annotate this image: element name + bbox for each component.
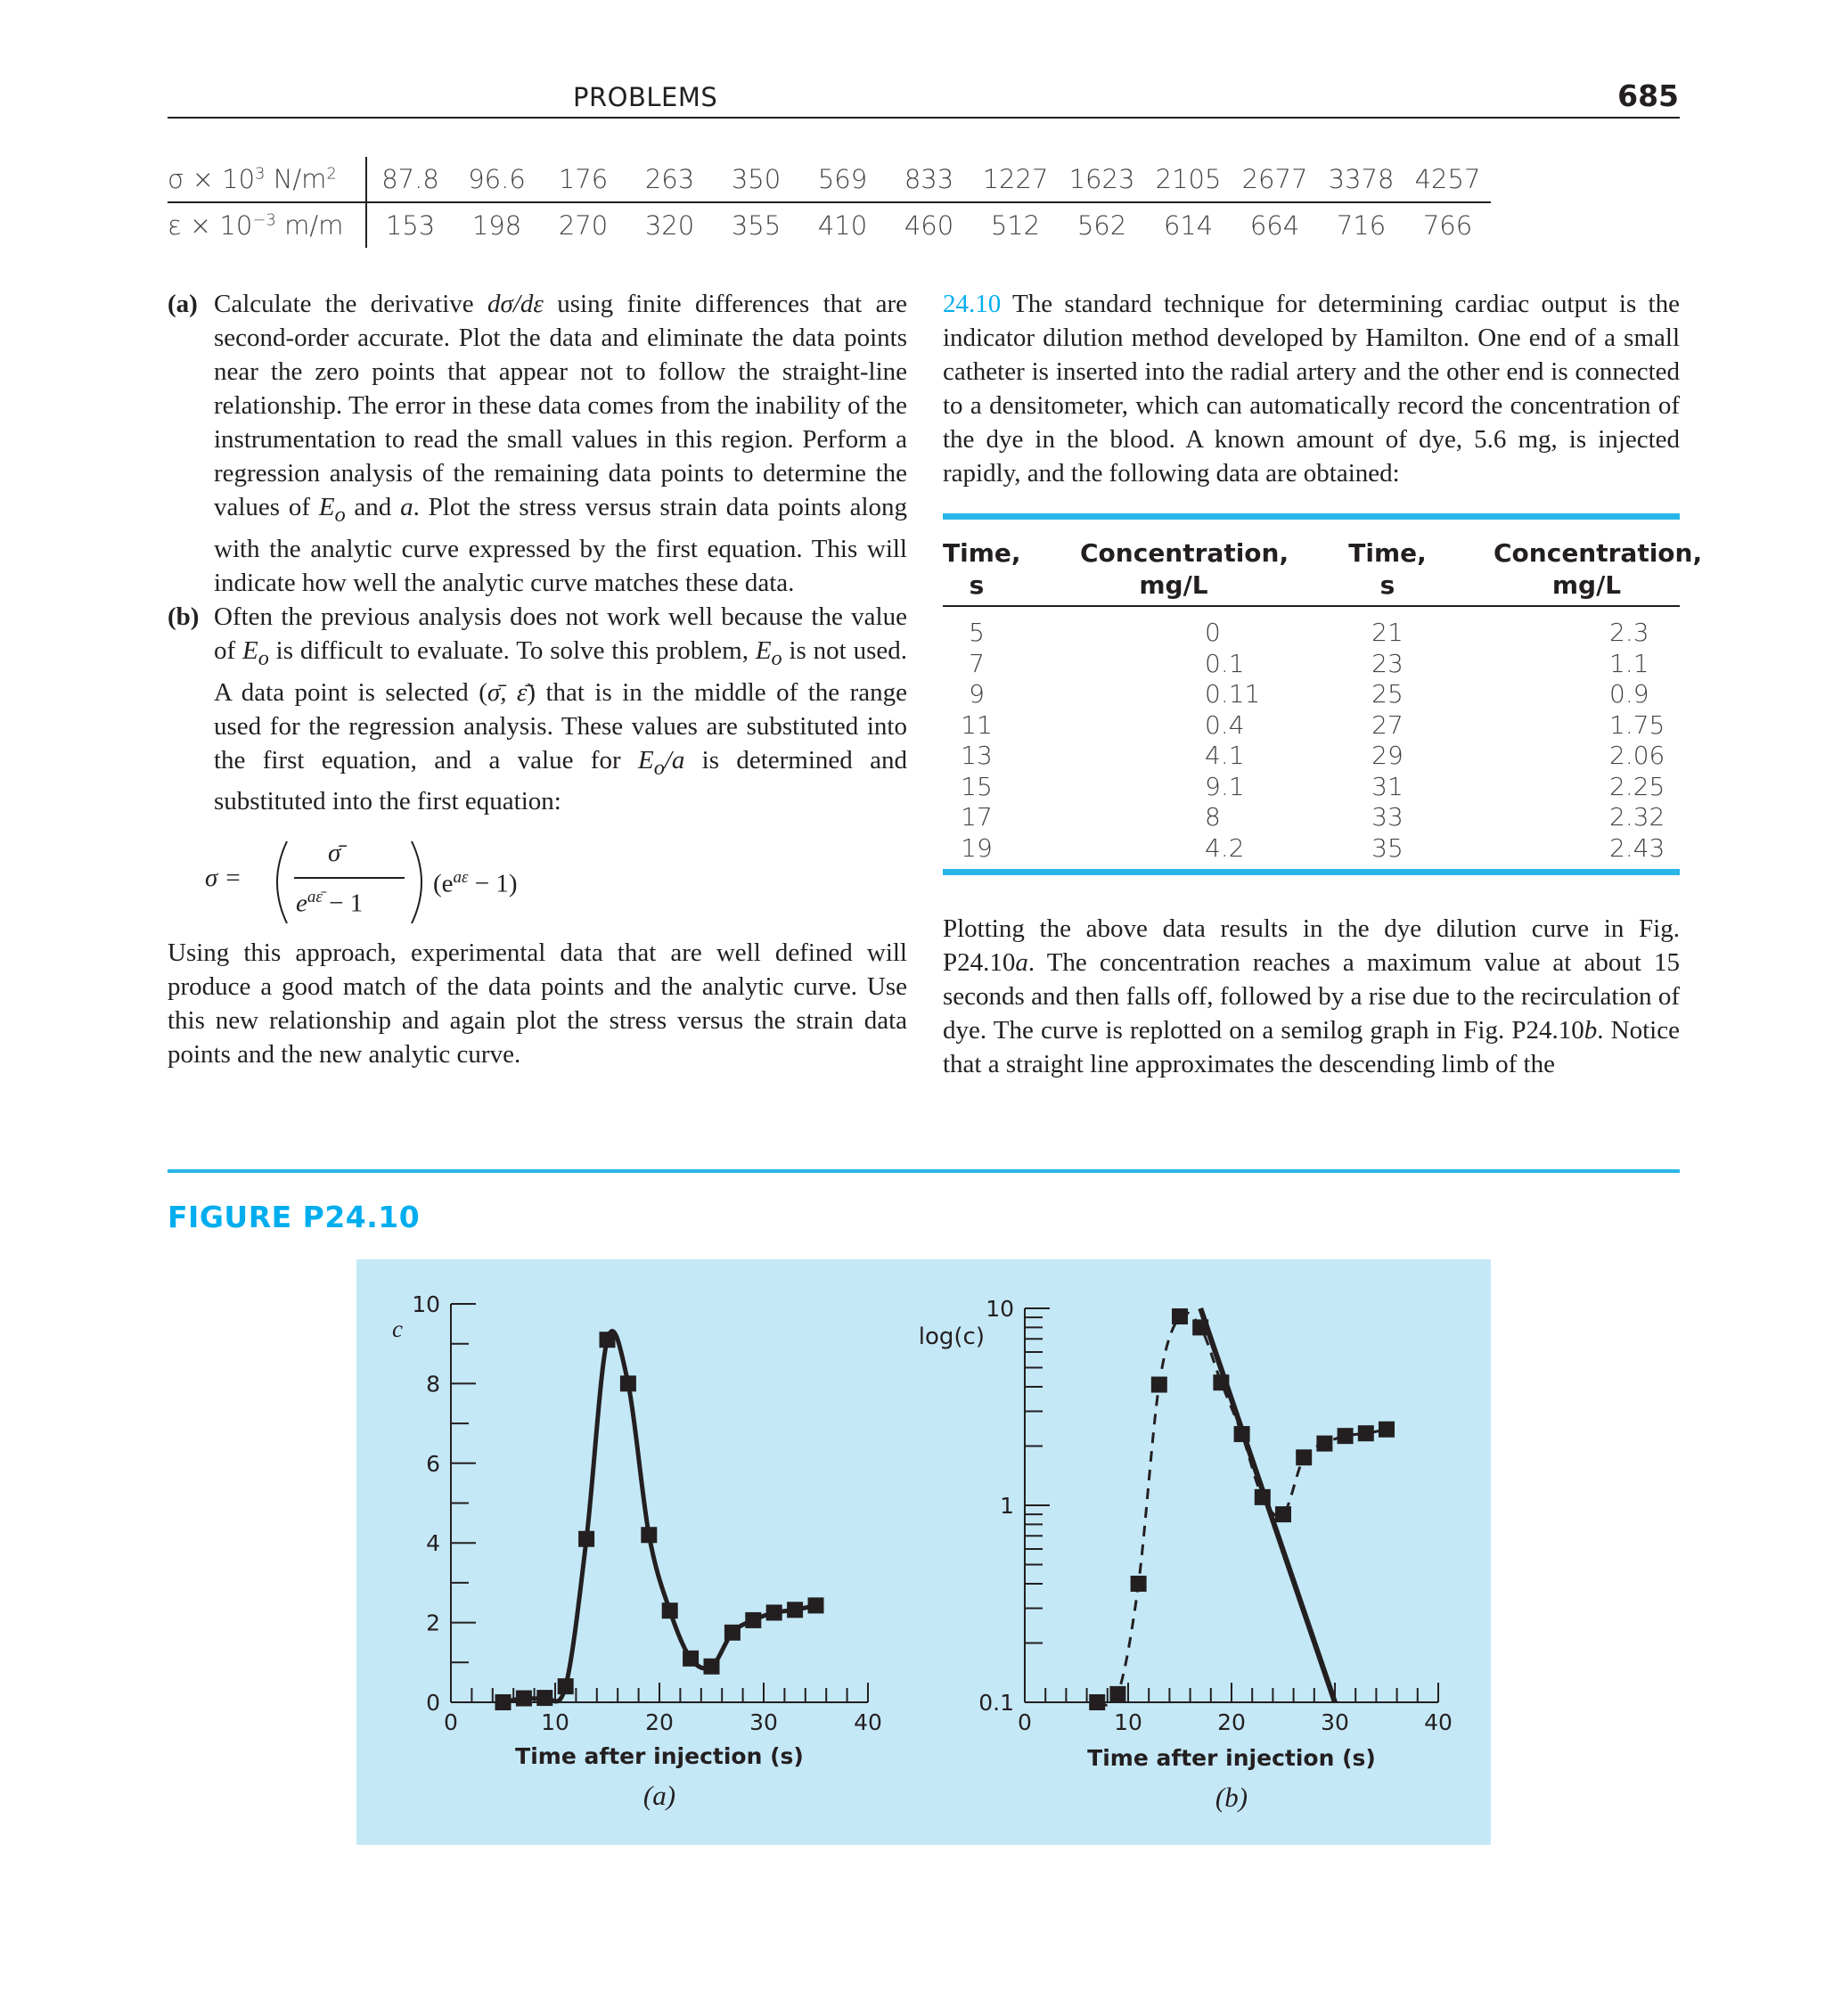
table-cell: 4.2 bbox=[1205, 832, 1245, 863]
epsilon-cell: 355 bbox=[731, 210, 782, 241]
table-cell: 0 bbox=[1205, 618, 1221, 647]
sigma-cell: 833 bbox=[886, 157, 972, 202]
x-tick-label-b: 10 bbox=[1114, 1709, 1142, 1735]
eq-numerator: σ̄ bbox=[328, 839, 341, 868]
data-point-b bbox=[1131, 1576, 1147, 1592]
table-cell: 19 bbox=[961, 832, 993, 863]
sigma-row bbox=[168, 157, 1491, 202]
table-cell: 35 bbox=[1371, 832, 1404, 863]
y-tick-label-a: 6 bbox=[426, 1450, 440, 1477]
table-row bbox=[943, 616, 1680, 647]
running-head: PROBLEMS bbox=[573, 82, 718, 112]
data-point-a bbox=[704, 1659, 720, 1675]
y-axis-label-b: log(c) bbox=[918, 1324, 985, 1350]
table-cell: 27 bbox=[1371, 709, 1404, 740]
epsilon-cell: 320 bbox=[644, 210, 695, 241]
epsilon-cell: 614 bbox=[1163, 210, 1214, 241]
table-cell: 17 bbox=[961, 802, 993, 832]
fitted-line-b bbox=[1200, 1308, 1335, 1702]
data-point-a bbox=[641, 1527, 657, 1543]
part-b-text: is difficult to evaluate. To solve this problem, bbox=[268, 635, 756, 665]
data-point-b bbox=[1255, 1489, 1271, 1505]
data-point-b bbox=[1234, 1426, 1250, 1442]
data-point-a bbox=[495, 1694, 511, 1710]
sigma-cell: 1623 bbox=[1059, 157, 1145, 202]
symbol-sub-o: o bbox=[771, 645, 782, 670]
table-row bbox=[943, 770, 1680, 801]
ratio-symbol: /a bbox=[664, 745, 685, 774]
table-top-rule bbox=[943, 513, 1680, 520]
table-cell: 2.3 bbox=[1609, 618, 1649, 647]
concentration-table bbox=[943, 513, 1703, 875]
sigma-cell: 2677 bbox=[1232, 157, 1318, 202]
data-point-b bbox=[1151, 1377, 1167, 1393]
table-cell: 2.32 bbox=[1609, 802, 1665, 832]
sigma-cell: 87.8 bbox=[366, 157, 454, 202]
sigma-cell: 569 bbox=[799, 157, 886, 202]
table-row bbox=[943, 647, 1680, 678]
figure-charts bbox=[356, 1259, 1491, 1845]
table-row bbox=[943, 709, 1680, 740]
data-point-a bbox=[536, 1690, 552, 1706]
table-cell: 0.11 bbox=[1205, 679, 1261, 709]
data-point-a bbox=[662, 1602, 678, 1619]
table-cell: 9.1 bbox=[1205, 771, 1245, 801]
y-tick-label-b: 10 bbox=[986, 1296, 1014, 1322]
epsilon-cell: 664 bbox=[1249, 210, 1300, 241]
part-b-text: ) that is in the middle of the range used for the regression analysis. These values are substituted into the first equation, and a value for bbox=[214, 677, 907, 774]
table-cell: 2.25 bbox=[1609, 771, 1665, 801]
eq-denominator: $e^{a\varepsilon̄} - 1$ bbox=[296, 888, 364, 919]
x-tick-label-b: 0 bbox=[1018, 1709, 1032, 1735]
table-cell: 31 bbox=[1371, 771, 1404, 801]
table-cell: 0.1 bbox=[1205, 648, 1245, 678]
table-cell: 1.1 bbox=[1609, 648, 1649, 678]
problem-number: 24.10 bbox=[943, 290, 1002, 318]
right-column bbox=[943, 287, 1680, 490]
table-cell: 23 bbox=[1371, 648, 1404, 678]
page-number: 685 bbox=[1617, 78, 1679, 113]
sigma-row-label: $\sigma \times 10^3$ $N/m^2$ bbox=[168, 157, 366, 202]
sigma-cell: 2105 bbox=[1145, 157, 1232, 202]
data-point-b bbox=[1172, 1308, 1188, 1324]
epsilon-cell: 198 bbox=[471, 210, 522, 241]
table-cell: 1.75 bbox=[1609, 709, 1665, 740]
y-tick-label-a: 0 bbox=[426, 1690, 440, 1716]
header-conc-2: Concentration, mg/L bbox=[1494, 538, 1703, 600]
part-b-text: is determined and substituted into the first equation: bbox=[214, 745, 907, 816]
figure-label: FIGURE P24.10 bbox=[168, 1200, 421, 1234]
data-point-b bbox=[1379, 1422, 1395, 1438]
panel-label-b: (b) bbox=[1215, 1782, 1248, 1813]
part-a-text: using finite differences that are second-order accurate. Plot the data and eliminate the data points near the zero points that appear not to follow the straight-line relationship. The error in these data comes from the inability of the instrumentation to read the small values in this region. Perform a regression analysis of the remaining data points to determine the values of bbox=[214, 290, 907, 521]
symbol-sub-o: o bbox=[653, 755, 665, 780]
table-cell: 25 bbox=[1371, 679, 1404, 709]
table-cell: 9 bbox=[969, 679, 985, 709]
part-b-text: Often the previous analysis does not work well because the value of bbox=[214, 602, 907, 665]
data-point-b bbox=[1089, 1694, 1105, 1710]
epsilon-cell: 460 bbox=[904, 210, 954, 241]
part-a-label: (a) bbox=[168, 290, 198, 318]
header-time-1: Time, s bbox=[943, 538, 1021, 600]
equation bbox=[205, 834, 907, 923]
epsilon-cell: 270 bbox=[558, 210, 609, 241]
data-point-a bbox=[620, 1375, 636, 1391]
y-tick-label-b: 1 bbox=[1000, 1493, 1014, 1519]
eq-rhs: $(e^{a\varepsilon} - 1)$ bbox=[433, 868, 518, 899]
x-tick-label-a: 0 bbox=[444, 1709, 458, 1735]
left-column bbox=[168, 287, 907, 1071]
epsilon-cell: 716 bbox=[1336, 210, 1387, 241]
table-row bbox=[943, 739, 1680, 770]
epsilon-row-label: $\varepsilon \times 10^{-3}$ m/m bbox=[168, 202, 366, 248]
symbol-E: E bbox=[242, 635, 258, 665]
epsilon-cell: 562 bbox=[1076, 210, 1127, 241]
table-cell: 33 bbox=[1371, 802, 1404, 832]
symbol-E: E bbox=[637, 745, 654, 774]
x-tick-label-a: 20 bbox=[645, 1709, 674, 1735]
problem-24-10-intro: 24.10 The standard technique for determining cardiac output is the indicator dilution method developed by Hamilton. One end of a small catheter is inserted into the radial artery and the other end is connected to a densitometer, which can automatically record the concentration of the dye in the blood. A known amount of dye, 5.6 mg, is injected rapidly, and the following data are obtained: bbox=[943, 290, 1680, 488]
y-tick-label-a: 10 bbox=[412, 1291, 440, 1317]
epsilon-cell: 410 bbox=[817, 210, 868, 241]
concentration-curve-a bbox=[503, 1331, 816, 1702]
table-cell: 8 bbox=[1205, 802, 1221, 832]
table-cell: 29 bbox=[1371, 741, 1404, 770]
data-point-b bbox=[1358, 1425, 1374, 1441]
symbol-E: E bbox=[318, 493, 335, 521]
sigma-cell: 263 bbox=[626, 157, 713, 202]
x-tick-label-b: 40 bbox=[1424, 1709, 1453, 1735]
table-row bbox=[943, 832, 1680, 863]
data-point-b bbox=[1338, 1428, 1354, 1444]
sigma-cell: 1227 bbox=[972, 157, 1059, 202]
sigma-cell: 350 bbox=[713, 157, 799, 202]
sigma-cell: 176 bbox=[540, 157, 626, 202]
x-tick-label-a: 10 bbox=[541, 1709, 569, 1735]
sigma-cell: 3378 bbox=[1318, 157, 1404, 202]
x-tick-label-a: 30 bbox=[749, 1709, 778, 1735]
table-cell: 2.43 bbox=[1609, 832, 1665, 863]
table-bottom-rule bbox=[943, 869, 1680, 875]
epsilon-cell: 512 bbox=[990, 210, 1041, 241]
y-tick-label-a: 2 bbox=[426, 1610, 440, 1636]
x-tick-label-a: 40 bbox=[854, 1709, 882, 1735]
eq-lhs: σ = bbox=[205, 864, 242, 893]
table-row bbox=[943, 677, 1680, 709]
table-row bbox=[943, 800, 1680, 832]
data-point-a bbox=[724, 1625, 741, 1641]
part-b-text: is not used. A data point is selected ( bbox=[214, 635, 907, 707]
table-cell: 0.9 bbox=[1609, 679, 1649, 709]
right-column-continued bbox=[943, 912, 1680, 1081]
data-point-b bbox=[1192, 1319, 1208, 1335]
data-point-b bbox=[1213, 1374, 1229, 1390]
symbol-a: a bbox=[400, 493, 413, 521]
figure-panel bbox=[356, 1259, 1491, 1845]
derivative-symbol: dσ/dε bbox=[487, 290, 544, 318]
table-cell: 2.06 bbox=[1609, 741, 1665, 770]
x-axis-label-a: Time after injection (s) bbox=[515, 1743, 804, 1769]
header-time-2: Time, s bbox=[1348, 538, 1427, 600]
x-axis-label-b: Time after injection (s) bbox=[1087, 1745, 1376, 1771]
y-tick-label-b: 0.1 bbox=[978, 1690, 1014, 1716]
symbol-E: E bbox=[755, 635, 772, 665]
figure-rule bbox=[168, 1169, 1680, 1173]
part-a-text: Calculate the derivative bbox=[214, 290, 488, 318]
table-cell: 13 bbox=[961, 741, 993, 770]
y-tick-label-a: 4 bbox=[426, 1530, 440, 1557]
y-tick-label-a: 8 bbox=[426, 1371, 440, 1397]
data-point-symbol: σ̄, ε̄ bbox=[487, 677, 528, 707]
table-cell: 11 bbox=[961, 709, 993, 740]
header-conc-1: Concentration, mg/L bbox=[1080, 538, 1289, 600]
closing-paragraph: Using this approach, experimental data that are well defined will produce a good match of the data points and the analytic curve. Use this new relationship and again plot the stress versus the strain data points and the new analytic curve. bbox=[168, 938, 907, 1069]
data-point-a bbox=[558, 1678, 574, 1694]
dashed-curve-b bbox=[1097, 1313, 1387, 1706]
data-point-a bbox=[600, 1332, 616, 1348]
table-body bbox=[943, 616, 1680, 862]
figure-description: Plotting the above data results in the dye dilution curve in Fig. P24.10a. The concentration reaches a maximum value at about 15 seconds and then falls off, followed by a rise due to the recirculation of dye. The curve is replotted on a semilog graph in Fig. P24.10b. Notice that a straight line approximates the descending limb of the bbox=[943, 914, 1680, 1078]
table-header bbox=[943, 520, 1703, 607]
data-point-a bbox=[766, 1604, 782, 1620]
data-point-b bbox=[1109, 1686, 1125, 1702]
fraction-bar bbox=[294, 877, 405, 879]
table-cell: 4.1 bbox=[1205, 741, 1245, 770]
symbol-sub-o: o bbox=[258, 645, 269, 670]
table-cell: 15 bbox=[961, 771, 993, 801]
part-a bbox=[168, 287, 907, 600]
table-cell: 5 bbox=[969, 618, 985, 647]
table-cell: 21 bbox=[1371, 618, 1404, 647]
stress-strain-table bbox=[168, 157, 1491, 248]
x-tick-label-b: 20 bbox=[1217, 1709, 1246, 1735]
part-a-text: . Plot the stress versus strain data points along with the analytic curve expressed by the first equation. This will indicate how well the analytic curve matches these data. bbox=[214, 493, 907, 597]
part-b bbox=[168, 600, 907, 819]
data-point-a bbox=[745, 1612, 761, 1628]
part-b-label: (b) bbox=[168, 602, 200, 631]
table-cell: 0.4 bbox=[1205, 709, 1245, 740]
epsilon-cell: 766 bbox=[1422, 210, 1473, 241]
table-cell: 7 bbox=[969, 648, 985, 678]
data-point-b bbox=[1275, 1506, 1291, 1522]
sigma-cell: 96.6 bbox=[454, 157, 540, 202]
epsilon-cell: 153 bbox=[385, 210, 436, 241]
part-a-text: and bbox=[345, 493, 401, 521]
data-point-a bbox=[787, 1602, 803, 1618]
data-point-a bbox=[808, 1597, 824, 1613]
symbol-sub-o: o bbox=[334, 502, 346, 527]
data-point-a bbox=[578, 1531, 594, 1547]
epsilon-row bbox=[168, 202, 1491, 248]
data-point-a bbox=[516, 1691, 532, 1707]
left-paren-icon bbox=[266, 840, 292, 925]
data-point-b bbox=[1296, 1449, 1312, 1465]
sigma-cell: 4257 bbox=[1404, 157, 1491, 202]
header-rule bbox=[168, 117, 1680, 119]
data-point-a bbox=[683, 1651, 699, 1667]
data-point-b bbox=[1316, 1436, 1332, 1452]
x-tick-label-b: 30 bbox=[1321, 1709, 1349, 1735]
y-axis-label-a: c bbox=[392, 1315, 403, 1342]
panel-label-a: (a) bbox=[642, 1780, 676, 1811]
right-paren-icon bbox=[406, 840, 433, 925]
